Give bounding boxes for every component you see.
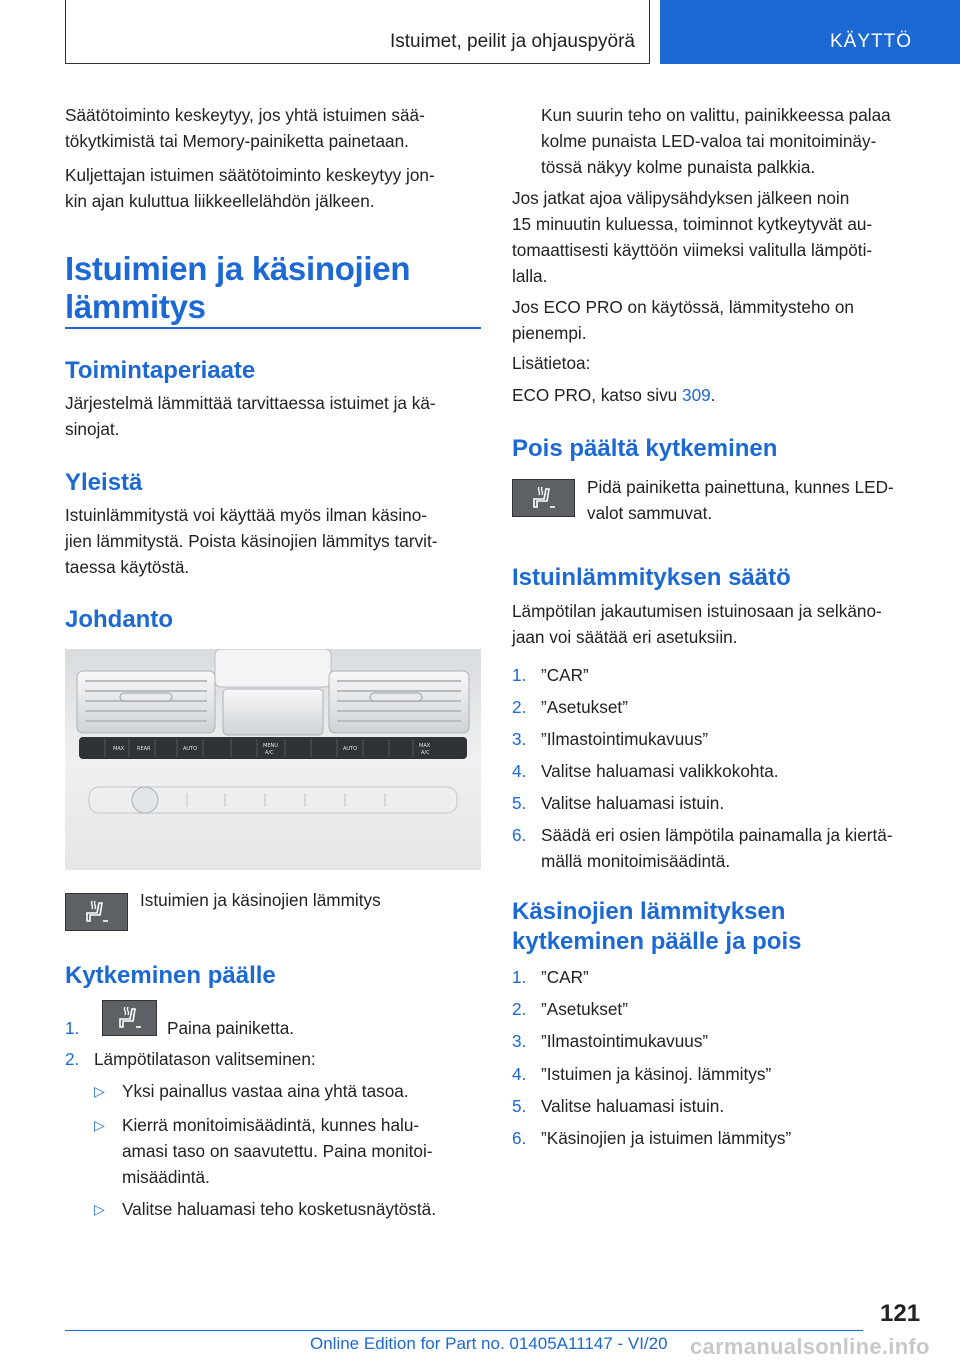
step-text: ”Käsinojien ja istuimen lämmitys” [541, 1128, 792, 1148]
text-line: valot sammuvat. [587, 503, 713, 523]
watermark: carmanualsonline.info [690, 1334, 930, 1359]
bullet-text [122, 1196, 436, 1222]
eco-text [512, 294, 854, 346]
eco-ref-suffix: . [710, 385, 716, 405]
step-text: ”CAR” [541, 967, 589, 987]
text-line: taessa käytöstä. [65, 557, 190, 577]
text-line: Säätötoiminto keskeytyy, jos yhtä istuimen sää- [65, 105, 425, 125]
step-text: ”CAR” [541, 665, 589, 685]
heading-line: kytkeminen päälle ja pois [512, 928, 802, 955]
step-text [541, 822, 893, 874]
page-link-309[interactable]: 309 [682, 385, 711, 405]
step-text: ”Asetukset” [541, 999, 628, 1019]
step-number: 2. [512, 697, 527, 717]
text-line: pienempi. [512, 323, 587, 343]
panel-label: AUTO [343, 746, 358, 752]
seat-heating-button-icon [512, 479, 575, 517]
step-text: Valitse haluamasi istuin. [541, 793, 725, 813]
bullet-glyph: ▷ [94, 1201, 105, 1217]
principle-heading: Toimintaperiaate [65, 357, 256, 384]
text-line: lalla. [512, 266, 548, 286]
text-line: amasi taso on saavutettu. Paina monitoi- [122, 1141, 433, 1161]
text-line: Jos jatkat ajoa välipysähdyksen jälkeen noin [512, 188, 850, 208]
step-text: ”Ilmastointimukavuus” [541, 729, 709, 749]
text-line: tössä näkyy kolme punaista palkkia. [541, 157, 816, 177]
step-number: 4. [512, 1064, 527, 1084]
text-line: tökytkimistä tai Memory-painiketta painetaan. [65, 131, 409, 151]
text-line: Valitse haluamasi teho kosketusnäytöstä. [122, 1199, 437, 1219]
armrest-heading [512, 897, 801, 957]
text-line: jaan voi säätää eri asetuksiin. [512, 627, 738, 647]
step-number: 2. [512, 999, 527, 1019]
text-line: Kuljettajan istuimen säätötoiminto keskeytyy jon- [65, 165, 435, 185]
page-header [0, 0, 960, 66]
heading-line: Käsinojien lämmityksen [512, 898, 786, 925]
text-line: mällä monitoimisäädintä. [541, 851, 731, 871]
step-number: 2. [65, 1049, 80, 1069]
chapter-tab[interactable] [660, 0, 960, 64]
text-line: Jos ECO PRO on käytössä, lämmitysteho on [512, 297, 854, 317]
adjust-heading: Istuinlämmityksen säätö [512, 564, 791, 591]
climate-panel-photo [65, 649, 481, 870]
step-text: Valitse haluamasi valikkokohta. [541, 761, 779, 781]
step-number: 4. [512, 761, 527, 781]
text-line: Lämpötilan jakautumisen istuinosaan ja selkäno- [512, 601, 882, 621]
header-section-box [65, 0, 650, 64]
general-text [65, 502, 438, 580]
text-line: kolme punaista LED-valoa tai monitoiminäy- [541, 131, 877, 151]
step-text: ”Asetukset” [541, 697, 628, 717]
panel-label: MAX [419, 743, 431, 749]
text-line: Yksi painallus vastaa aina yhtä tasoa. [122, 1081, 409, 1101]
bullet-glyph: ▷ [94, 1117, 105, 1133]
step-number: 3. [512, 729, 527, 749]
step-text: Lämpötilatason valitseminen: [94, 1049, 316, 1069]
more-info-label: Lisätietoa: [512, 353, 591, 373]
section-title: Istuimet, peilit ja ohjauspyörä [389, 31, 635, 52]
off-heading: Pois päältä kytkeminen [512, 435, 778, 462]
heading-line: lämmitys [65, 288, 206, 325]
footer-rule [65, 1330, 863, 1331]
text-line: 15 minuutin kuluessa, toiminnot kytkeytyvät au- [512, 214, 873, 234]
climate-panel-illustration [65, 649, 481, 870]
text-line: Säädä eri osien lämpötila painamalla ja kiertä- [541, 825, 893, 845]
panel-label: MAX [113, 746, 125, 752]
text-line: tomaattisesti käyttöön viimeksi valitulla lämpöti- [512, 240, 873, 260]
panel-label: A/C [265, 750, 274, 756]
panel-label: A/C [421, 750, 430, 756]
eco-ref-prefix: ECO PRO, katso sivu [512, 385, 683, 405]
intro-paragraph-1 [65, 102, 425, 154]
adjust-text [512, 598, 882, 650]
pause-text [512, 185, 872, 289]
text-line: Kierrä monitoimisäädintä, kunnes halu- [122, 1115, 420, 1135]
main-heading [65, 250, 410, 326]
step-number: 6. [512, 825, 527, 845]
text-line: jien lämmitystä. Poista käsinojien lämmitys tarvit- [65, 531, 438, 551]
principle-text [65, 390, 436, 442]
on-heading: Kytkeminen päälle [65, 962, 276, 989]
bullet-text [122, 1078, 409, 1104]
eco-reference [512, 382, 715, 408]
step-text: Paina painiketta. [167, 1018, 295, 1038]
bullet-text [122, 1112, 433, 1190]
chapter-tab-label: KÄYTTÖ [830, 31, 913, 52]
page-number: 121 [880, 1300, 921, 1327]
text-line: misäädintä. [122, 1167, 210, 1187]
panel-label: AUTO [183, 746, 198, 752]
panel-label: MENU [263, 743, 278, 749]
heading-rule [65, 327, 481, 329]
text-line: Pidä painiketta painettuna, kunnes LED- [587, 477, 894, 497]
off-text [587, 474, 894, 526]
step-text: Valitse haluamasi istuin. [541, 1096, 725, 1116]
step-number: 1. [512, 967, 527, 987]
continued-text [541, 102, 891, 180]
text-line: Järjestelmä lämmittää tarvittaessa istuimet ja kä- [65, 393, 436, 413]
intro-heading: Johdanto [65, 606, 173, 633]
seat-heating-button-icon [65, 893, 128, 931]
edition-footer: Online Edition for Part no. 01405A11147 - VI/20 [310, 1334, 668, 1353]
step-number: 5. [512, 793, 527, 813]
step-number: 1. [512, 665, 527, 685]
icon-caption: Istuimien ja käsinojien lämmitys [140, 890, 381, 910]
step-number: 5. [512, 1096, 527, 1116]
panel-label: REAR [137, 746, 151, 752]
seat-heating-button-icon [102, 1000, 157, 1036]
step-number: 1. [65, 1018, 80, 1038]
text-line: sinojat. [65, 419, 120, 439]
step-text: ”Istuimen ja käsinoj. lämmitys” [541, 1064, 772, 1084]
text-line: kin ajan kuluttua liikkeellelähdön jälkeen. [65, 191, 375, 211]
intro-paragraph-2 [65, 162, 435, 214]
step-number: 6. [512, 1128, 527, 1148]
text-line: Kun suurin teho on valittu, painikkeessa palaa [541, 105, 891, 125]
general-heading: Yleistä [65, 469, 143, 496]
heading-line: Istuimien ja käsinojien [65, 250, 411, 287]
step-text: ”Ilmastointimukavuus” [541, 1031, 709, 1051]
text-line: Istuinlämmitystä voi käyttää myös ilman käsino- [65, 505, 428, 525]
bullet-glyph: ▷ [94, 1083, 105, 1099]
step-number: 3. [512, 1031, 527, 1051]
